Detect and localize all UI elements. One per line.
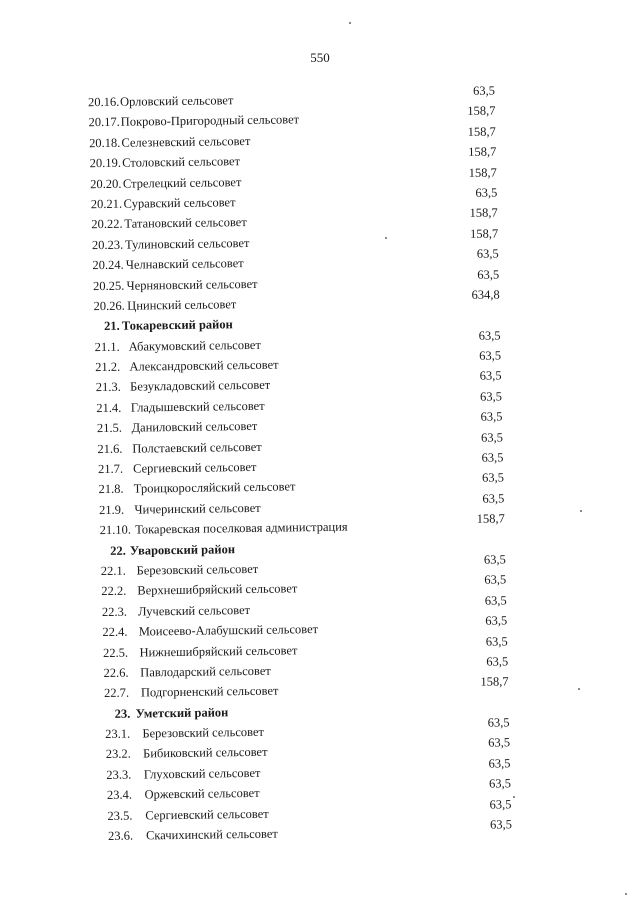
item-value: 63,5	[482, 491, 505, 506]
item-name: Моисеево-Алабушский сельсовет	[138, 622, 319, 639]
item-value: 63,5	[485, 633, 508, 649]
item-name: Тулиновский сельсовет	[124, 235, 250, 252]
item-value: 63,5	[479, 348, 502, 363]
item-number: 22.1.	[100, 563, 126, 578]
item-name: Чичеринский сельсовет	[134, 500, 261, 517]
scan-speck	[580, 510, 582, 512]
item-number: 22.7.	[104, 685, 130, 701]
item-number: 23.2.	[105, 747, 131, 762]
item-value: 63,5	[481, 470, 504, 486]
item-number: 21.5.	[96, 420, 122, 436]
item-value: 63,5	[476, 246, 499, 261]
section-title: Токаревский район	[121, 317, 233, 334]
item-name: Глуховский сельсовет	[143, 765, 261, 782]
item-number: 21.10.	[99, 522, 132, 538]
item-value: 158,7	[480, 674, 509, 690]
item-name: Стрелецкий сельсовет	[122, 174, 242, 191]
section-number: 22.	[110, 543, 126, 558]
item-value: 63,5	[483, 552, 506, 567]
item-number: 20.25.	[92, 278, 125, 293]
item-name: Скачихинский сельсовет	[145, 826, 278, 843]
item-number: 21.6.	[97, 441, 123, 456]
item-value: 158,7	[467, 124, 496, 139]
item-name: Орловский сельсовет	[119, 93, 234, 109]
item-value: 63,5	[480, 409, 503, 424]
item-value: 63,5	[488, 735, 511, 751]
item-value: 63,5	[485, 613, 508, 628]
item-number: 21.2.	[95, 359, 121, 375]
item-number: 21.7.	[97, 461, 124, 477]
item-number: 20.23.	[91, 237, 124, 252]
item-number: 21.8.	[98, 482, 124, 497]
item-name: Татановский сельсовет	[124, 215, 247, 232]
item-name: Лучевский сельсовет	[137, 602, 251, 619]
item-value: 634,8	[471, 287, 500, 302]
item-name: Токаревская поселковая администрация	[135, 519, 348, 537]
item-value: 63,5	[489, 796, 512, 812]
item-number: 20.24.	[92, 257, 124, 273]
item-value: 158,7	[476, 511, 505, 526]
item-value: 63,5	[478, 328, 501, 343]
item-value: 158,7	[467, 103, 496, 119]
item-name: Селезневский сельсовет	[121, 133, 251, 150]
item-value: 63,5	[475, 185, 498, 200]
item-name: Сергиевский сельсовет	[132, 459, 257, 476]
item-name: Гладышевский сельсовет	[130, 398, 265, 415]
page-number: 550	[310, 50, 330, 65]
item-value: 63,5	[487, 715, 510, 730]
section-title: Уваровский район	[129, 541, 236, 558]
item-value: 158,7	[468, 165, 497, 180]
item-number: 20.20.	[90, 176, 122, 191]
scan-speck	[625, 893, 627, 895]
item-name: Оржевский сельсовет	[144, 786, 260, 802]
item-name: Безукладовский сельсовет	[130, 378, 271, 395]
section-title: Уметский район	[135, 704, 229, 721]
item-value: 63,5	[479, 368, 502, 384]
item-value: 63,5	[488, 776, 512, 791]
item-value: 63,5	[488, 756, 511, 771]
item-name: Бибиковский сельсовет	[143, 745, 268, 761]
item-name: Березовский сельсовет	[142, 724, 265, 741]
item-number: 21.1.	[94, 339, 120, 354]
item-value: 63,5	[477, 266, 500, 282]
section-number: 23.	[114, 706, 131, 721]
item-value: 63,5	[481, 450, 504, 465]
item-number: 23.1.	[105, 726, 131, 742]
item-number: 22.5.	[102, 645, 129, 660]
item-name: Подгорненский сельсовет	[140, 683, 279, 700]
item-name: Полстаевский сельсовет	[132, 439, 262, 456]
item-value: 63,5	[472, 83, 495, 98]
item-number: 20.16.	[87, 94, 120, 110]
item-value: 63,5	[484, 572, 507, 588]
item-number: 23.4.	[106, 787, 132, 803]
item-name: Абакумовский сельсовет	[128, 337, 261, 354]
item-name: Павлодарский сельсовет	[140, 663, 271, 680]
item-number: 22.4.	[102, 624, 128, 640]
item-name: Березовский сельсовет	[136, 561, 259, 578]
item-name: Даниловский сельсовет	[131, 419, 258, 435]
item-name: Нижнешибряйский сельсовет	[139, 642, 298, 660]
scan-speck	[349, 22, 351, 24]
item-number: 20.22.	[91, 217, 123, 232]
item-number: 23.5.	[107, 808, 133, 823]
item-number: 20.17.	[88, 115, 120, 130]
item-name: Столовский сельсовет	[122, 154, 241, 170]
item-number: 21.4.	[96, 400, 122, 415]
item-number: 20.21.	[90, 196, 123, 212]
item-value: 63,5	[486, 654, 509, 669]
item-number: 23.6.	[107, 828, 134, 843]
item-name: Покрово-Пригородный сельсовет	[120, 112, 300, 130]
item-value: 63,5	[480, 430, 504, 445]
item-name: Троицкоросляйский сельсовет	[133, 479, 296, 496]
item-number: 22.3.	[101, 604, 127, 619]
item-name: Сергиевский сельсовет	[145, 806, 269, 823]
item-number: 21.3.	[95, 380, 121, 395]
item-value: 63,5	[480, 389, 503, 404]
item-number: 22.2.	[101, 584, 127, 599]
item-number: 22.6.	[103, 665, 129, 680]
scan-speck	[385, 237, 387, 239]
item-value: 63,5	[489, 817, 512, 832]
item-number: 20.19.	[89, 155, 122, 171]
item-name: Верхнешибряйский сельсовет	[137, 581, 298, 598]
item-value: 158,7	[469, 226, 499, 241]
item-value: 63,5	[484, 593, 507, 608]
item-name: Суравский сельсовет	[123, 195, 236, 211]
item-name: Цнинский сельсовет	[127, 297, 237, 313]
item-number: 20.26.	[93, 298, 125, 314]
scan-speck	[578, 688, 580, 690]
item-value: 158,7	[468, 144, 497, 160]
item-value: 158,7	[469, 205, 498, 221]
scan-speck	[513, 796, 515, 798]
item-name: Челнавский сельсовет	[125, 256, 244, 272]
item-number: 20.18.	[89, 135, 121, 150]
item-number: 21.9.	[99, 502, 125, 517]
item-name: Александровский сельсовет	[129, 357, 279, 374]
item-number: 23.3.	[106, 767, 132, 782]
section-number: 21.	[104, 319, 120, 334]
item-name: Черняновский сельсовет	[126, 276, 258, 293]
